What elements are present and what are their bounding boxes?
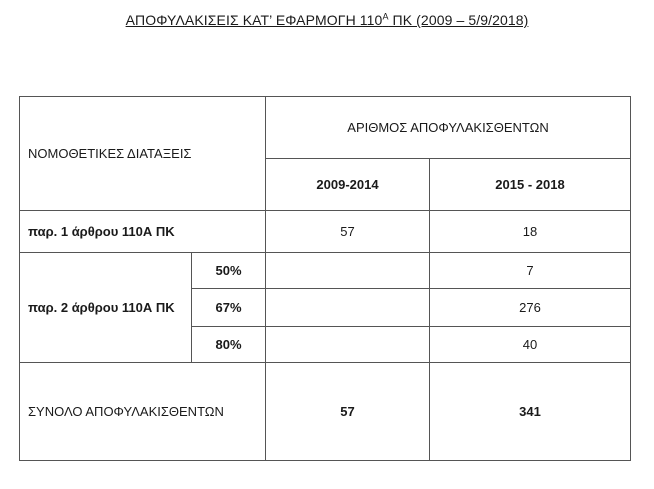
title-prefix: ΑΠΟΦΥΛΑΚΙΣΕΙΣ ΚΑΤ’ ΕΦΑΡΜΟΓΗ 110 xyxy=(125,12,383,28)
period-header-2009-2014: 2009-2014 xyxy=(266,159,430,211)
title-superscript: Α xyxy=(382,11,389,22)
cell-par2-67-period2: 276 xyxy=(430,289,631,327)
cell-par1-period1: 57 xyxy=(266,211,430,253)
pct-67: 67% xyxy=(192,289,266,327)
row-label-total: ΣΥΝΟΛΟ ΑΠΟΦΥΛΑΚΙΣΘΕΝΤΩΝ xyxy=(20,363,266,461)
title-suffix: ΠΚ (2009 – 5/9/2018) xyxy=(388,12,529,28)
cell-par2-50-period2: 7 xyxy=(430,253,631,289)
cell-par2-80-period1 xyxy=(266,327,430,363)
row-label-par1: παρ. 1 άρθρου 110Α ΠΚ xyxy=(20,211,266,253)
release-statistics-table xyxy=(19,96,631,461)
group-header-released-count: ΑΡΙΘΜΟΣ ΑΠΟΦΥΛΑΚΙΣΘΕΝΤΩΝ xyxy=(266,97,631,159)
cell-par2-80-period2: 40 xyxy=(430,327,631,363)
pct-50: 50% xyxy=(192,253,266,289)
cell-total-period1: 57 xyxy=(266,363,430,461)
row-label-par2: παρ. 2 άρθρου 110Α ΠΚ xyxy=(20,253,192,363)
cell-par2-67-period1 xyxy=(266,289,430,327)
pct-80: 80% xyxy=(192,327,266,363)
cell-par1-period2: 18 xyxy=(430,211,631,253)
header-row-1 xyxy=(20,97,631,159)
col-header-legislative-provisions: ΝΟΜΟΘΕΤΙΚΕΣ ΔΙΑΤΑΞΕΙΣ xyxy=(20,97,266,211)
document-title xyxy=(0,12,654,28)
period-header-2015-2018: 2015 - 2018 xyxy=(430,159,631,211)
table-row-par2-50 xyxy=(20,253,631,289)
cell-total-period2: 341 xyxy=(430,363,631,461)
table-row-total xyxy=(20,363,631,461)
table-row-par1 xyxy=(20,211,631,253)
cell-par2-50-period1 xyxy=(266,253,430,289)
